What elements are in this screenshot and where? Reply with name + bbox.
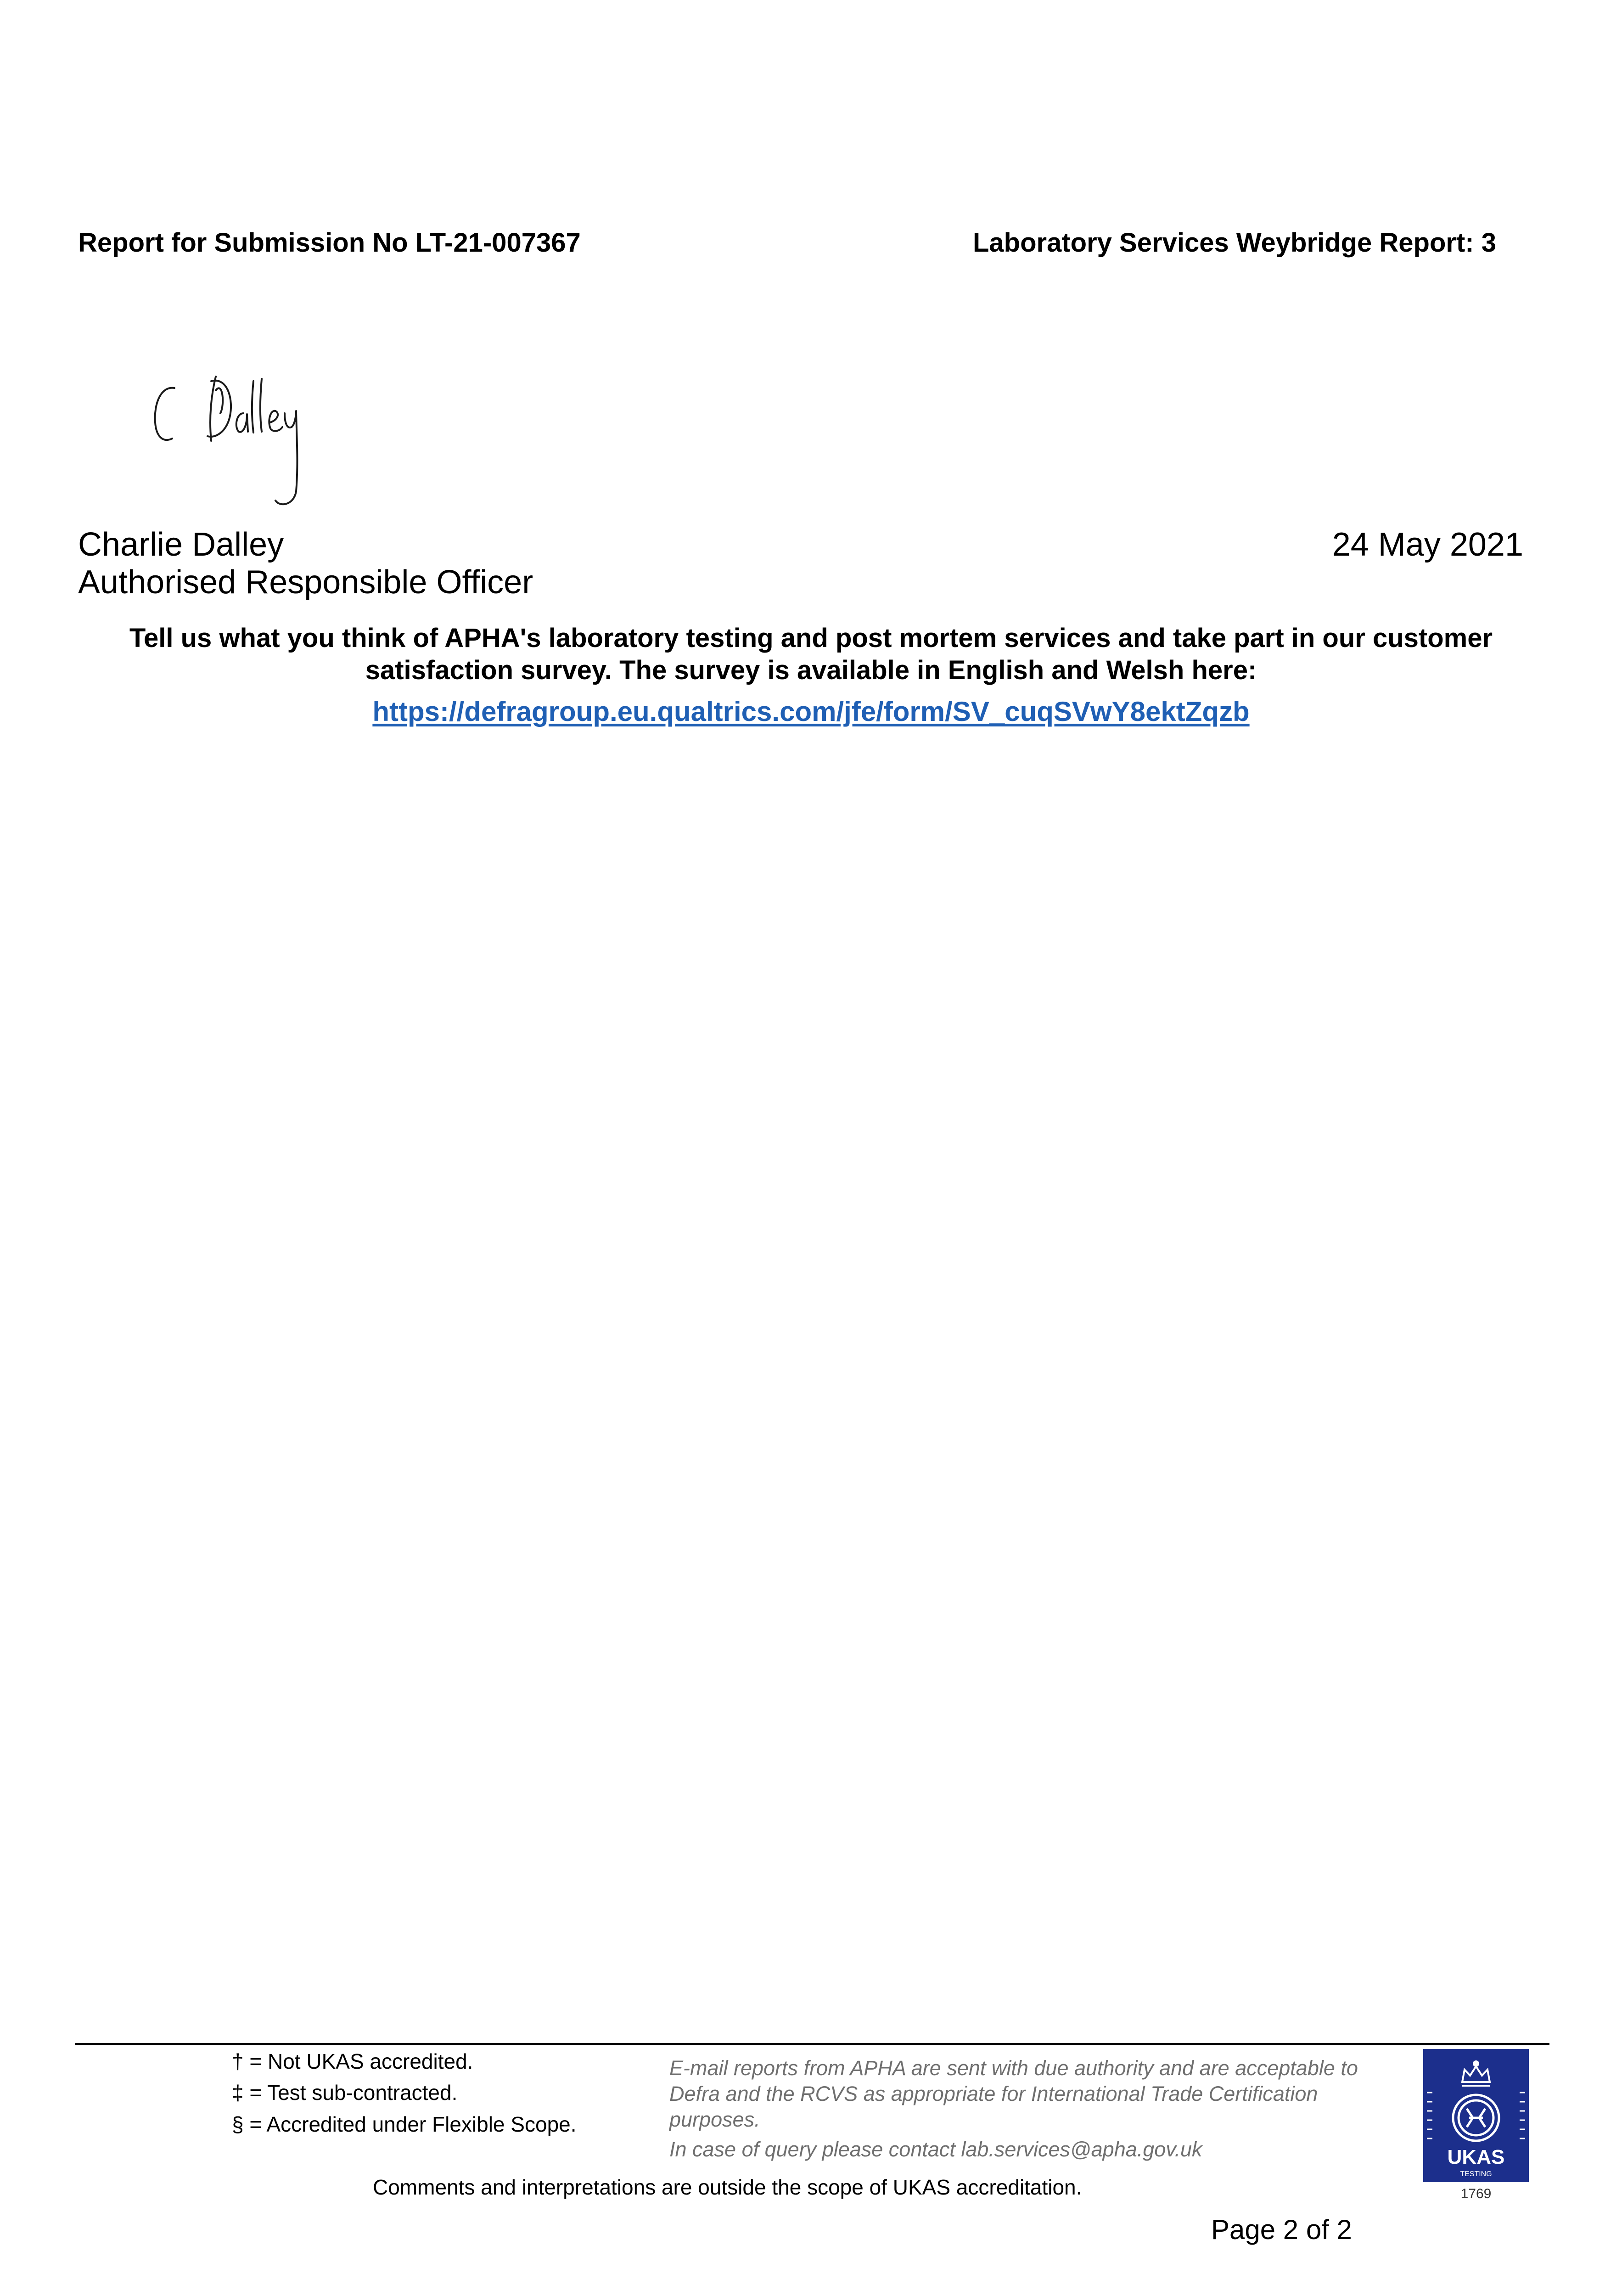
ukas-scope-note: Comments and interpretations are outside the scope of UKAS accreditation. bbox=[373, 2175, 1082, 2199]
signatory-title: Authorised Responsible Officer bbox=[78, 564, 533, 601]
ukas-logo-text: UKAS bbox=[1447, 2146, 1505, 2168]
survey-invitation: Tell us what you think of APHA's laboratory testing and post mortem services and take part in our customer satisfaction survey. The survey is available in English and Welsh here: bbox=[129, 623, 1493, 685]
ukas-testing-logo bbox=[1423, 2049, 1529, 2203]
legend-flexible-scope: § = Accredited under Flexible Scope. bbox=[232, 2112, 577, 2136]
legend-sub-contracted: ‡ = Test sub-contracted. bbox=[232, 2081, 458, 2105]
signature-date: 24 May 2021 bbox=[1332, 526, 1523, 563]
survey-link[interactable]: https://defragroup.eu.qualtrics.com/jfe/form/SV_cuqSVwY8ektZqzb bbox=[372, 696, 1250, 727]
laboratory-report-header: Laboratory Services Weybridge Report: 3 bbox=[973, 228, 1496, 258]
legend-not-accredited: † = Not UKAS accredited. bbox=[232, 2049, 473, 2073]
query-contact: In case of query please contact lab.services@apha.gov.uk bbox=[669, 2138, 1202, 2161]
report-submission-header: Report for Submission No LT-21-007367 bbox=[78, 228, 581, 258]
signatory-name: Charlie Dalley bbox=[78, 526, 284, 563]
handwritten-signature bbox=[147, 363, 331, 514]
ukas-logo-subtext: TESTING bbox=[1460, 2170, 1492, 2178]
ukas-logo-number: 1769 bbox=[1460, 2186, 1492, 2201]
page-number: Page 2 of 2 bbox=[1211, 2214, 1352, 2245]
email-disclaimer: E-mail reports from APHA are sent with due authority and are acceptable to Defra and the RCVS as appropriate for International Trade Certification purposes. bbox=[669, 2056, 1358, 2131]
footer-divider bbox=[75, 2043, 1549, 2045]
